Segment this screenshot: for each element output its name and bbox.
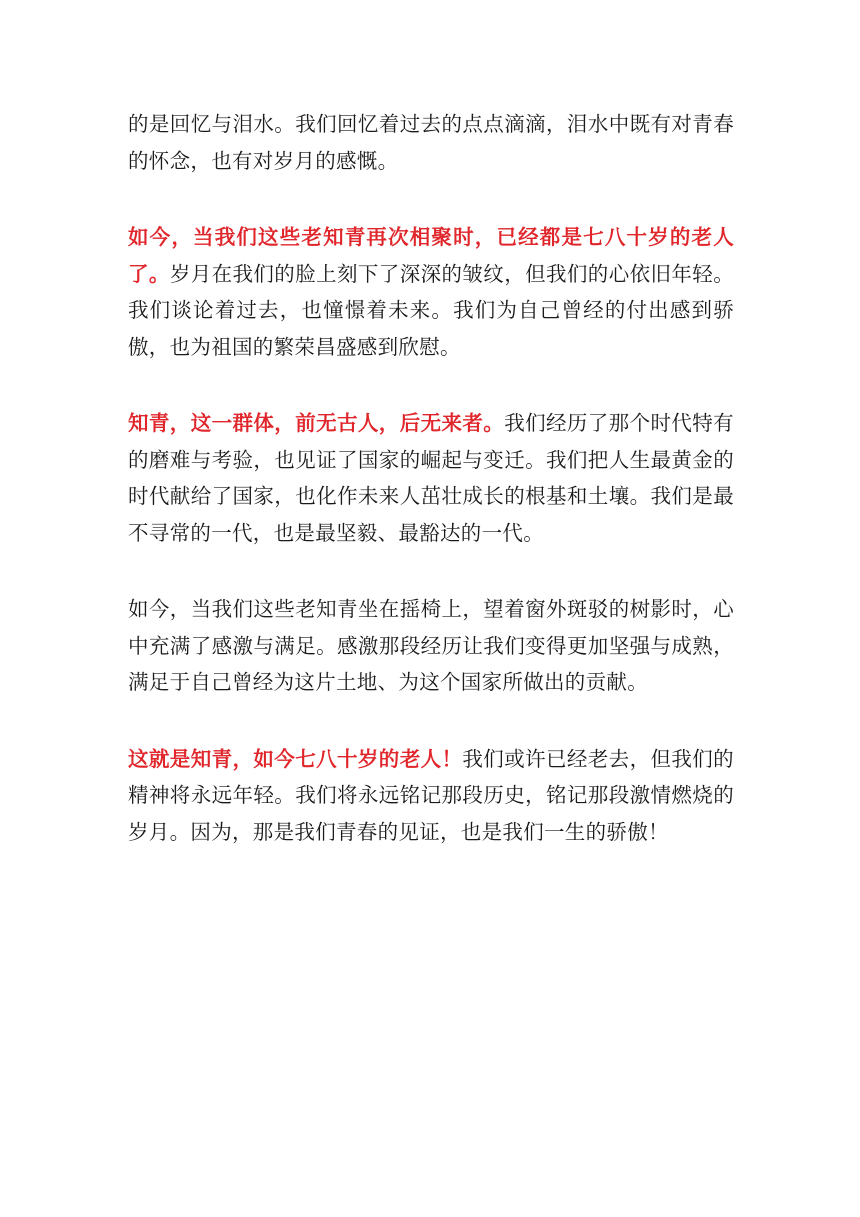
- paragraph-2-highlight: 如今，当我们这些老知青再次相聚时，已经都是七八十岁的老人了。: [128, 225, 734, 286]
- paragraph-3-text: 我们经历了那个时代特有的磨难与考验，也见证了国家的崛起与变迁。我们把人生最黄金的时代献给了国家，也化作未来人茁壮成长的根基和土壤。我们是最不寻常的一代，也是最坚毅、最豁达的一代。: [128, 411, 734, 545]
- paragraph-4-text: 如今，当我们这些老知青坐在摇椅上，望着窗外斑驳的树影时，心中充满了感激与满足。感激那段经历让我们变得更加坚强与成熟，满足于自己曾经为这片土地、为这个国家所做出的贡献。: [128, 597, 734, 694]
- paragraph-3: [128, 405, 734, 551]
- paragraph-2-text: 岁月在我们的脸上刻下了深深的皱纹，但我们的心依旧年轻。我们谈论着过去，也憧憬着未来。我们为自己曾经的付出感到骄傲，也为祖国的繁荣昌盛感到欣慰。: [128, 261, 734, 359]
- paragraph-5: [128, 741, 734, 851]
- paragraph-5-highlight: 这就是知青，如今七八十岁的老人！: [128, 746, 463, 771]
- paragraph-4: [128, 591, 734, 701]
- paragraph-1: [128, 106, 734, 179]
- paragraph-5-text: 我们或许已经老去，但我们的精神将永远年轻。我们将永远铭记那段历史，铭记那段激情燃烧的岁月。因为，那是我们青春的见证，也是我们一生的骄傲！: [128, 746, 734, 844]
- paragraph-3-highlight: 知青，这一群体，前无古人，后无来者。: [128, 411, 505, 435]
- paragraph-1-text: 的是回忆与泪水。我们回忆着过去的点点滴滴，泪水中既有对青春的怀念，也有对岁月的感慨。: [128, 112, 734, 173]
- paragraph-2: [128, 219, 734, 365]
- document-page: [128, 106, 734, 890]
